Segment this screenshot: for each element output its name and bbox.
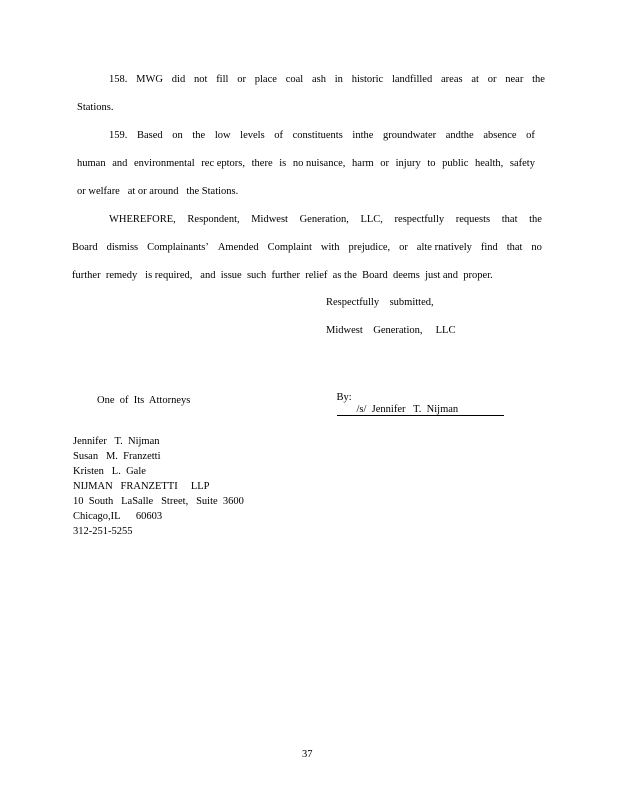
closing-company: Midwest Generation, LLC bbox=[326, 325, 456, 336]
word: Based bbox=[136, 130, 163, 141]
word: ash bbox=[311, 74, 326, 85]
word: the bbox=[192, 130, 206, 141]
word: and bbox=[112, 158, 128, 169]
counsel-line: Jennifer T. Nijman bbox=[73, 436, 160, 447]
word: at bbox=[471, 74, 479, 85]
word: groundwater bbox=[383, 130, 437, 141]
counsel-line: 312-251-5255 bbox=[73, 526, 133, 537]
word: no nuisance, bbox=[292, 158, 346, 169]
word: is bbox=[279, 158, 287, 169]
word: MWG bbox=[136, 74, 163, 85]
word: 159. bbox=[109, 130, 128, 141]
word: constituents bbox=[292, 130, 343, 141]
word: Complainants’ bbox=[147, 242, 209, 253]
counsel-line: 10 South LaSalle Street, Suite 3600 bbox=[73, 496, 244, 507]
word: absence bbox=[483, 130, 517, 141]
word: prejudice, bbox=[348, 242, 391, 253]
word: Amended bbox=[217, 242, 259, 253]
word: the bbox=[532, 74, 545, 85]
word: rec eptors, bbox=[201, 158, 246, 169]
counsel-line: NIJMAN FRANZETTI LLP bbox=[73, 481, 210, 492]
word: levels bbox=[240, 130, 265, 141]
paragraph-159-line-1 bbox=[109, 130, 535, 142]
wherefore-line-3: further remedy is required, and issue such further relief as the Board deems just and proper. bbox=[72, 270, 493, 281]
word: that bbox=[501, 214, 518, 225]
attorneys-caption: One of Its Attorneys bbox=[97, 395, 191, 406]
counsel-line: Kristen L. Gale bbox=[73, 466, 146, 477]
word: not bbox=[193, 74, 208, 85]
counsel-block bbox=[73, 434, 244, 539]
word: or bbox=[399, 242, 408, 253]
word: or bbox=[487, 74, 497, 85]
word: to bbox=[427, 158, 436, 169]
word: safety bbox=[509, 158, 535, 169]
word: did bbox=[171, 74, 186, 85]
word: fill bbox=[216, 74, 229, 85]
wherefore-line-2 bbox=[72, 242, 542, 254]
closing-respectfully: Respectfully submitted, bbox=[326, 297, 434, 308]
word: the bbox=[529, 214, 542, 225]
word: human bbox=[77, 158, 106, 169]
word: andthe bbox=[445, 130, 474, 141]
word: respectfully bbox=[394, 214, 445, 225]
signature-line bbox=[326, 380, 504, 428]
word: or bbox=[380, 158, 389, 169]
paragraph-158-line-1 bbox=[109, 74, 545, 86]
word: place bbox=[254, 74, 277, 85]
word: on bbox=[172, 130, 183, 141]
word: LLC, bbox=[360, 214, 383, 225]
signature: /s/ Jennifer T. Nijman bbox=[337, 404, 505, 416]
word: dismiss bbox=[106, 242, 139, 253]
word: with bbox=[320, 242, 340, 253]
word: requests bbox=[455, 214, 491, 225]
word: Generation, bbox=[299, 214, 349, 225]
word: environmental bbox=[134, 158, 195, 169]
word: health, bbox=[475, 158, 504, 169]
word: injury bbox=[395, 158, 421, 169]
word: that bbox=[506, 242, 523, 253]
word: find bbox=[480, 242, 498, 253]
word: coal bbox=[285, 74, 304, 85]
word: 158. bbox=[109, 74, 128, 85]
word: of bbox=[526, 130, 535, 141]
word: Midwest bbox=[251, 214, 288, 225]
paragraph-159-line-2 bbox=[77, 158, 535, 170]
word: inthe bbox=[352, 130, 374, 141]
word: public bbox=[442, 158, 469, 169]
word: no bbox=[531, 242, 542, 253]
wherefore-line-1 bbox=[109, 214, 542, 226]
word: near bbox=[505, 74, 524, 85]
word: in bbox=[334, 74, 343, 85]
word: WHEREFORE, bbox=[109, 214, 176, 225]
word: Respondent, bbox=[187, 214, 240, 225]
paragraph-159-line-3: or welfare at or around the Stations. bbox=[77, 186, 239, 197]
word: historic bbox=[351, 74, 384, 85]
counsel-line: Chicago,IL 60603 bbox=[73, 511, 163, 522]
word: or bbox=[237, 74, 246, 85]
word: low bbox=[214, 130, 231, 141]
counsel-line: Susan M. Franzetti bbox=[73, 451, 161, 462]
word: areas bbox=[441, 74, 463, 85]
word: alte rnatively bbox=[416, 242, 472, 253]
word: Board bbox=[72, 242, 98, 253]
by-label: By: bbox=[336, 392, 352, 403]
word: there bbox=[251, 158, 273, 169]
word: Complaint bbox=[267, 242, 312, 253]
paragraph-158-line-2: Stations. bbox=[77, 102, 114, 113]
word: landfilled bbox=[391, 74, 433, 85]
word: of bbox=[274, 130, 284, 141]
word: harm bbox=[352, 158, 374, 169]
page-number: 37 bbox=[302, 749, 313, 760]
